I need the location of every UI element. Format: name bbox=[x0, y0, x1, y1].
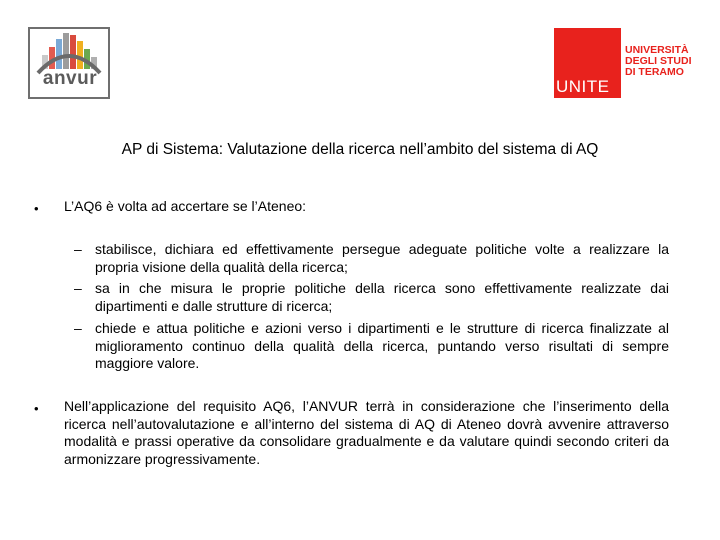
anvur-logo-bar bbox=[77, 41, 83, 69]
bullet-text: L’AQ6 è volta ad accertare se l’Ateneo: bbox=[64, 198, 307, 214]
bullet-text: Nell’applicazione del requisito AQ6, l’ANVUR terrà in considerazione che l’inserimento della ricerca nell’autovalutazione e all’interno del sistema di AQ di Ateneo dovrà avvenire attraverso modalità e prassi operative da consolidare gradualmente e da valutare quindi secondo criteri da armonizzare progressivamente. bbox=[64, 398, 669, 467]
subitem-marker: – bbox=[74, 320, 82, 336]
unite-name-line: UNIVERSITÀ bbox=[625, 44, 689, 56]
anvur-logo bbox=[28, 27, 110, 99]
anvur-logo-bar bbox=[56, 39, 62, 69]
bullet-marker: • bbox=[34, 401, 39, 416]
unite-logo bbox=[554, 28, 704, 100]
subitem-text: stabilisce, dichiara ed effettivamente persegue adeguate politiche volte a realizzare la propria visione della qualità della ricerca; bbox=[95, 241, 669, 275]
anvur-logo-bar bbox=[70, 35, 76, 69]
anvur-logo-bar bbox=[63, 33, 69, 69]
unite-name-line: DI TERAMO bbox=[625, 66, 684, 78]
subitem-text: sa in che misura le proprie politiche della ricerca sono effettivamente realizzate dai dipartimenti e dalle strutture di ricerca; bbox=[95, 280, 669, 314]
unite-logo-box-text: UNITE bbox=[556, 77, 610, 96]
anvur-logo-text: anvur bbox=[42, 68, 98, 89]
unite-logo-box bbox=[554, 28, 621, 98]
subitem-marker: – bbox=[74, 241, 82, 257]
bullet-marker: • bbox=[34, 201, 39, 216]
unite-name-line: DEGLI STUDI bbox=[625, 55, 692, 67]
slide-title: AP di Sistema: Valutazione della ricerca nell’ambito del sistema di AQ bbox=[121, 141, 599, 158]
unite-university-name bbox=[625, 45, 705, 78]
subitem-marker: – bbox=[74, 280, 82, 296]
subitem-text: chiede e attua politiche e azioni verso i dipartimenti e le strutture di ricerca finalizzate al miglioramento continuo della qualità della ricerca, puntando verso risultati di sempre maggiore valore. bbox=[95, 320, 669, 371]
